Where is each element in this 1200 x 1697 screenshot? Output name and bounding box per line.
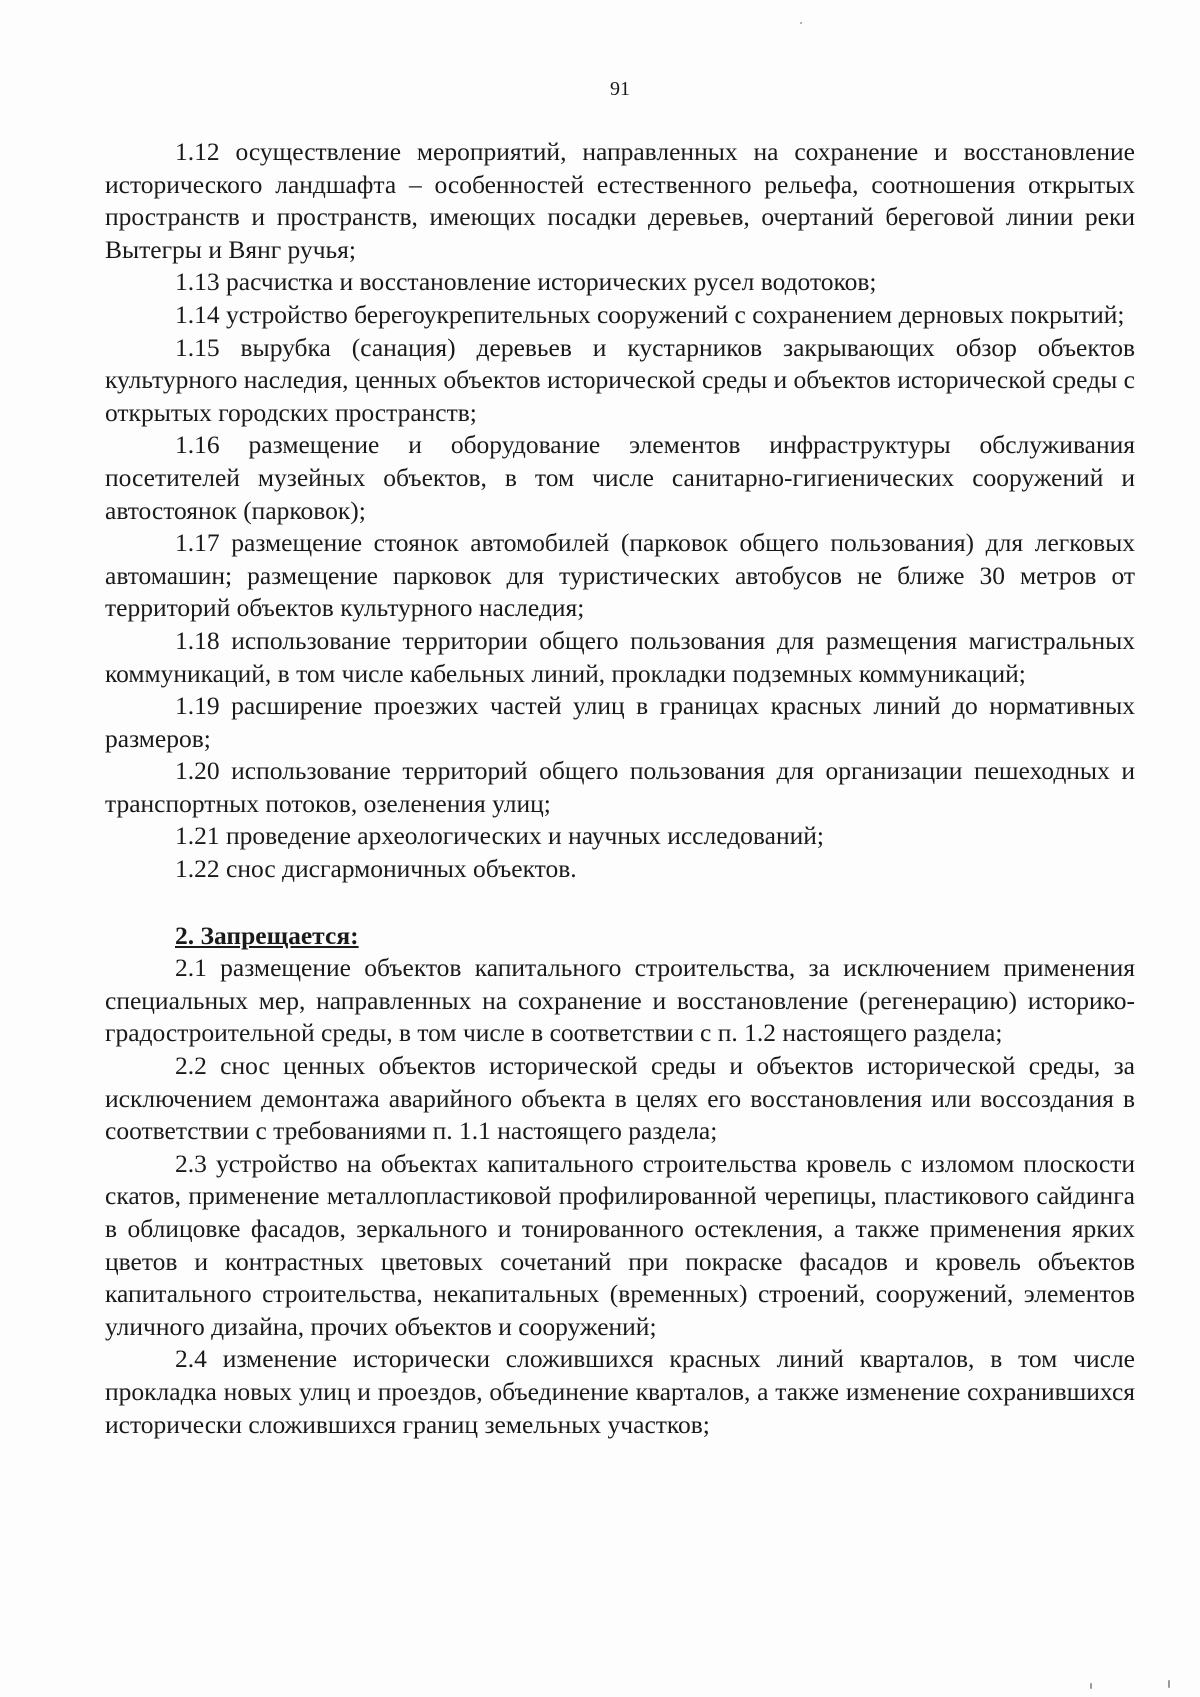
list-item: 2.1 размещение объектов капитального строительства, за исключением применения специальных мер, направленных на сохранение и восстановление (регенерацию) историко-градостроительной среды, в том числе в соответствии с п. 1.2 настоящего раздела; (105, 953, 1135, 1048)
scan-speck (1090, 1683, 1092, 1689)
list-item: 1.20 использование территорий общего пользования для организации пешеходных и транспортных потоков, озеленения улиц; (105, 756, 1135, 818)
scan-speck (800, 22, 802, 24)
list-item: 2.2 снос ценных объектов исторической среды и объектов исторической среды, за исключением демонтажа аварийного объекта в целях его восстановления или воссоздания в соответствии с требованиями п. 1.1 настоящего раздела; (105, 1051, 1135, 1146)
list-item: 1.14 устройство берегоукрепительных сооружений с сохранением дерновых покрытий; (175, 299, 1125, 329)
list-item: 1.22 снос дисгармоничных объектов. (175, 854, 577, 884)
list-item: 1.19 расширение проезжих частей улиц в границах красных линий до нормативных размеров; (105, 691, 1135, 753)
list-item: 1.17 размещение стоянок автомобилей (парковок общего пользования) для легковых автомашин; размещение парковок для туристических автобусов не ближе 30 метров от территорий объектов культурного наследия; (105, 528, 1135, 623)
list-item: 2.3 устройство на объектах капитального строительства кровель с изломом плоскости скатов, применение металлопластиковой профилированной черепицы, пластикового сайдинга в облицовке фасадов, зеркального и тонированного остекления, а также применения ярких цветов и контрастных цветовых сочетаний при покраске фасадов и кровель объектов капитального строительства, некапитальных (временных) строений, сооружений, элементов уличного дизайна, прочих объектов и сооружений; (105, 1148, 1135, 1341)
list-item: 1.12 осуществление мероприятий, направленных на сохранение и восстановление исторического ландшафта – особенностей естественного рельефа, соотношения открытых пространств и пространств, имеющих посадки деревьев, очертаний береговой линии реки Вытегры и Вянг ручья; (105, 137, 1135, 264)
list-item: 2.4 изменение исторически сложившихся красных линий кварталов, в том числе прокладка новых улиц и проездов, объединение кварталов, а также изменение сохранившихся исторически сложившихся границ земельных участков; (105, 1344, 1135, 1439)
page-number: 91 (610, 78, 630, 100)
section-heading: 2. Запрещается: (175, 920, 359, 950)
list-item: 1.18 использование территории общего пользования для размещения магистральных коммуникаций, в том числе кабельных линий, прокладки подземных коммуникаций; (105, 625, 1135, 688)
list-item: 1.15 вырубка (санация) деревьев и кустарников закрывающих обзор объектов культурного наследия, ценных объектов исторической среды и объектов исторической среды с открытых городских пространств; (105, 332, 1135, 427)
scan-speck (1168, 1680, 1170, 1688)
document-body (105, 136, 1135, 1441)
list-item: 1.13 расчистка и восстановление исторических русел водотоков; (175, 267, 877, 297)
list-item: 1.21 проведение археологических и научных исследований; (175, 821, 824, 851)
list-item: 1.16 размещение и оборудование элементов инфраструктуры обслуживания посетителей музейных объектов, в том числе санитарно-гигиенических сооружений и автостоянок (парковок); (105, 430, 1135, 525)
